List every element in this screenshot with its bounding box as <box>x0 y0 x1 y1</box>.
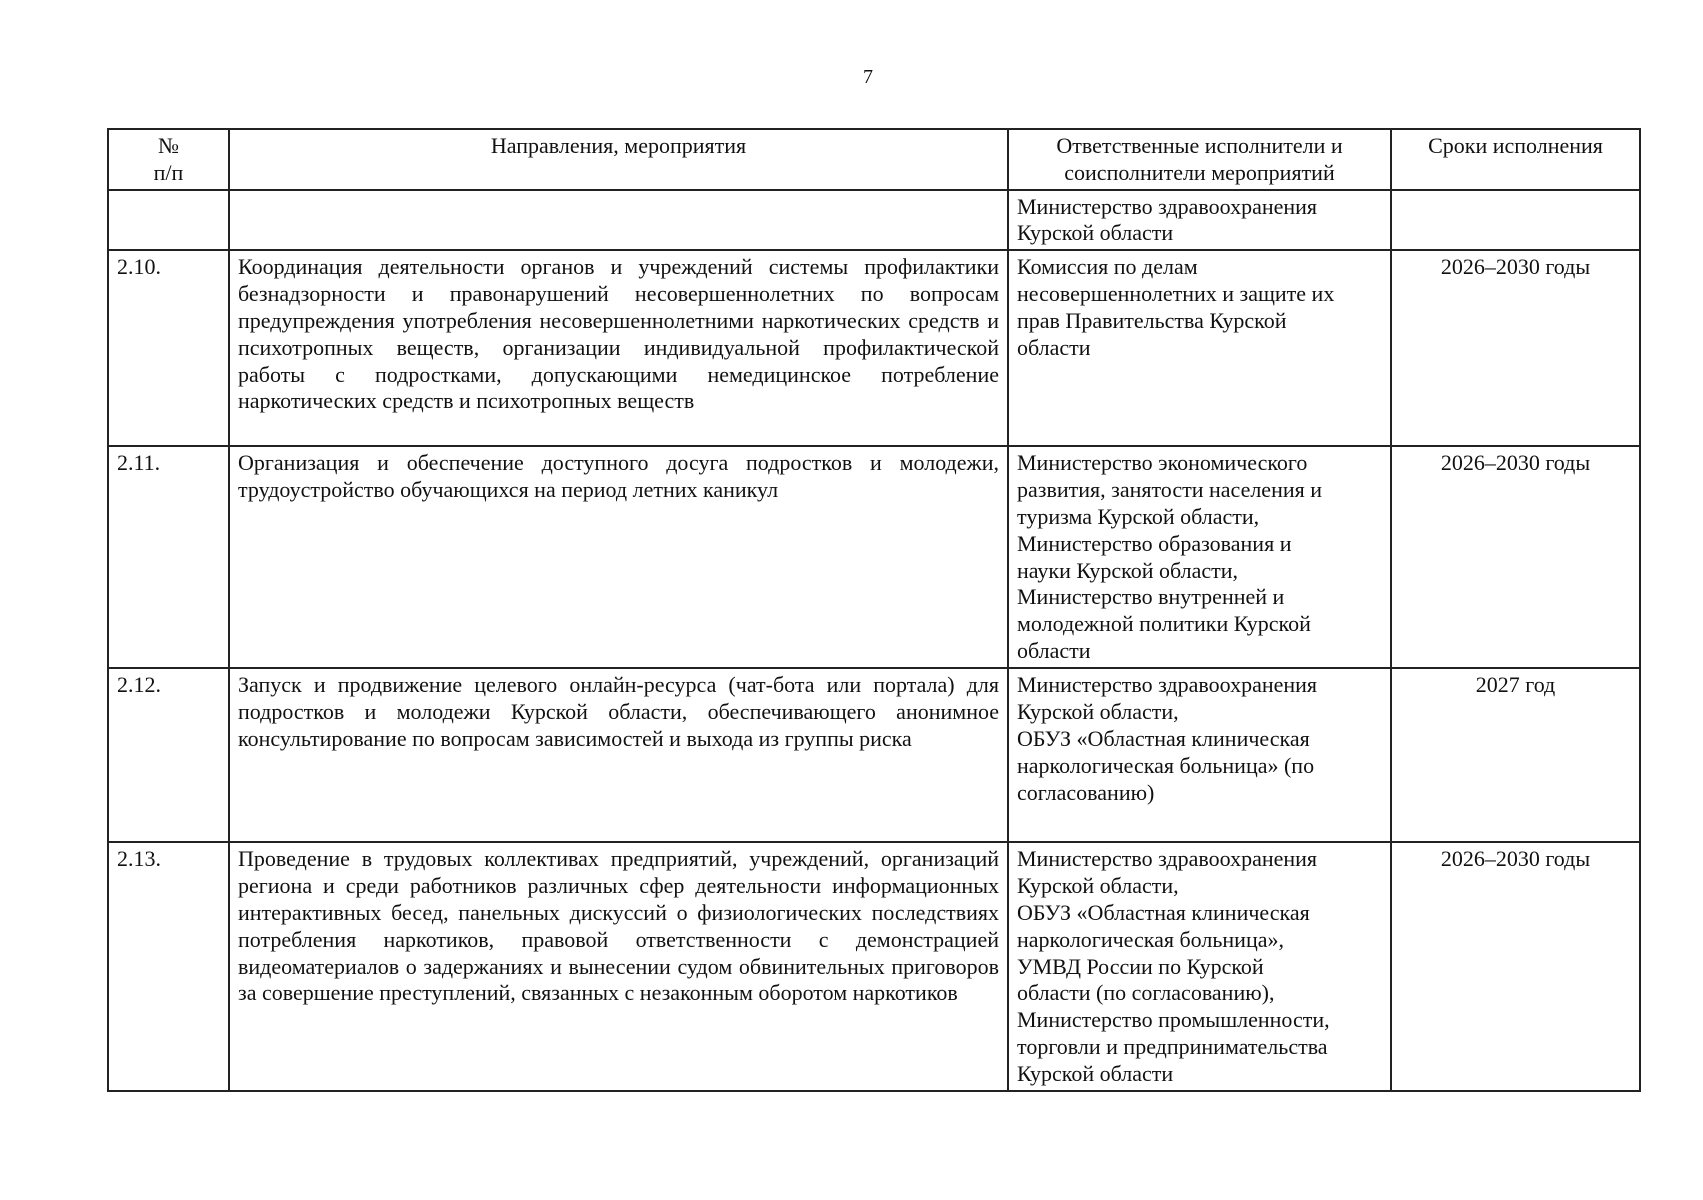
responsible-line: Курской области, <box>1017 699 1179 725</box>
row-number: 2.10. <box>108 250 229 446</box>
continuation-num-cell <box>108 190 229 251</box>
row-responsible <box>1008 250 1391 446</box>
header-terms: Сроки исполнения <box>1391 129 1640 190</box>
header-directions: Направления, мероприятия <box>229 129 1008 190</box>
row-terms: 2026–2030 годы <box>1391 446 1640 668</box>
responsible-line: области (по согласованию), <box>1017 980 1275 1006</box>
header-responsible-line: соисполнители мероприятий <box>1064 159 1335 185</box>
responsible-line: согласованию) <box>1017 779 1155 805</box>
row-terms: 2026–2030 годы <box>1391 250 1640 446</box>
page-number: 7 <box>863 66 873 88</box>
row-terms: 2027 год <box>1391 668 1640 842</box>
responsible-line: молодежной политики Курской <box>1017 611 1311 637</box>
row-directions: Проведение в трудовых коллективах предприятий, учреждений, организаций региона и среди работников различных сфер деятельности информационных интерактивных бесед, панельных дискуссий о физиологических последствиях потребления наркотиков, правовой ответственности с демонстрацией видеоматериалов о задержаниях и вынесении судом обвинительных приговоров за совершение преступлений, связанных с незаконным оборотом наркотиков <box>229 842 1008 1090</box>
header-number-line: п/п <box>153 159 184 185</box>
responsible-line: развития, занятости населения и <box>1017 477 1323 503</box>
responsible-line: науки Курской области, <box>1017 557 1239 583</box>
responsible-line: Курской области <box>1017 220 1174 246</box>
row-responsible <box>1008 446 1391 668</box>
responsible-line: Министерство здравоохранения <box>1017 193 1318 219</box>
responsible-line: УМВД России по Курской <box>1017 953 1264 979</box>
header-number-line: № <box>158 133 179 158</box>
responsible-line: несовершеннолетних и защите их <box>1017 281 1335 307</box>
row-number: 2.12. <box>108 668 229 842</box>
responsible-line: Курской области <box>1017 1060 1174 1086</box>
responsible-line: Министерство промышленности, <box>1017 1007 1330 1033</box>
responsible-line: туризма Курской области, <box>1017 503 1260 529</box>
row-terms: 2026–2030 годы <box>1391 842 1640 1090</box>
continuation-terms-cell <box>1391 190 1640 251</box>
table-row <box>108 668 1640 842</box>
continuation-responsible-cell <box>1008 190 1391 251</box>
measures-table <box>107 128 1641 1092</box>
responsible-line: Министерство здравоохранения <box>1017 672 1318 698</box>
row-directions: Запуск и продвижение целевого онлайн-ресурса (чат-бота или портала) для подростков и молодежи Курской области, обеспечивающего анонимное консультирование по вопросам зависимостей и выхода из группы риска <box>229 668 1008 842</box>
row-number: 2.13. <box>108 842 229 1090</box>
responsible-line: Министерство экономического <box>1017 450 1308 476</box>
responsible-line: ОБУЗ «Областная клиническая <box>1017 725 1310 751</box>
continuation-directions-cell <box>229 190 1008 251</box>
table-row <box>108 250 1640 446</box>
responsible-line: Министерство образования и <box>1017 530 1292 556</box>
responsible-line: области <box>1017 638 1091 664</box>
responsible-line: области <box>1017 334 1091 360</box>
responsible-line: наркологическая больница» (по <box>1017 752 1315 778</box>
responsible-line: ОБУЗ «Областная клиническая <box>1017 899 1310 925</box>
responsible-line: прав Правительства Курской <box>1017 307 1287 333</box>
row-responsible <box>1008 842 1391 1090</box>
responsible-line: Комиссия по делам <box>1017 254 1198 280</box>
header-number <box>108 129 229 190</box>
table-row <box>108 446 1640 668</box>
row-directions: Организация и обеспечение доступного досуга подростков и молодежи, трудоустройство обучающихся на период летних каникул <box>229 446 1008 668</box>
row-directions: Координация деятельности органов и учреждений системы профилактики безнадзорности и правонарушений несовершеннолетних по вопросам предупреждения употребления несовершеннолетними наркотических средств и психотропных веществ, организации индивидуальной профилактической работы с подростками, допускающими немедицинское потребление наркотических средств и психотропных веществ <box>229 250 1008 446</box>
responsible-line: Министерство здравоохранения <box>1017 846 1318 872</box>
table-row <box>108 842 1640 1090</box>
header-responsible-line: Ответственные исполнители и <box>1056 133 1343 158</box>
responsible-line: наркологическая больница», <box>1017 926 1284 952</box>
responsible-line: Курской области, <box>1017 873 1179 899</box>
responsible-line: торговли и предпринимательства <box>1017 1034 1328 1060</box>
row-responsible <box>1008 668 1391 842</box>
header-responsible <box>1008 129 1391 190</box>
table-header-row <box>108 129 1640 190</box>
table-row-continuation <box>108 190 1640 251</box>
row-number: 2.11. <box>108 446 229 668</box>
responsible-line: Министерство внутренней и <box>1017 584 1285 610</box>
